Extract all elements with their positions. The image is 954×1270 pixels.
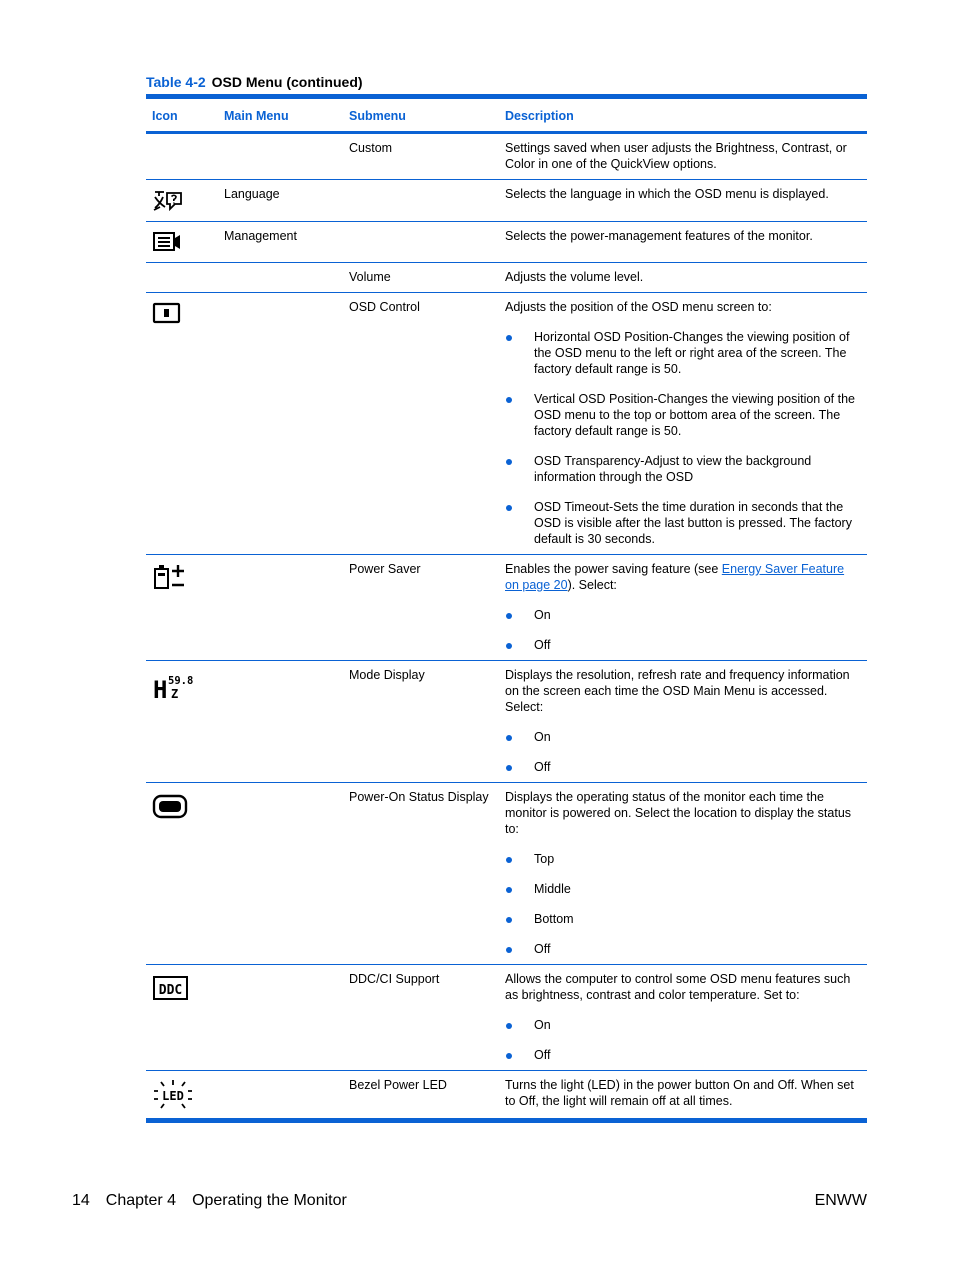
description-text: Selects the power-management features of the monitor. [505,229,813,243]
main-menu-cell [218,555,343,661]
mode-display-icon-value: 59.8 [168,675,194,687]
main-menu-cell [218,133,343,180]
bezel-led-icon [152,1079,194,1111]
osd-control-icon [152,301,182,325]
description-text [505,561,861,593]
description-cell [499,180,867,222]
osd-menu-table [146,94,867,1123]
bullet-list [505,329,861,547]
list-item: On [505,1017,861,1033]
bullet-list [505,607,861,653]
list-item: On [505,607,861,623]
table-row [146,661,867,783]
submenu-cell: OSD Control [349,300,420,314]
page-number: 14 [72,1192,90,1209]
energy-saver-link[interactable]: Energy Saver Feature on page 20 [505,562,845,592]
ddc-icon-text: DDC [158,983,183,998]
submenu-cell: Power-On Status Display [349,790,489,804]
header-icon: Icon [152,109,178,123]
led-icon-text: LED [162,1089,184,1103]
description-text-before: Enables the power saving feature (see [505,562,722,576]
list-item: Off [505,759,861,775]
description-text: Adjusts the volume level. [505,270,644,284]
description-cell [499,133,867,180]
icon-cell [146,180,218,222]
list-item: Bottom [505,911,861,927]
table-row [146,293,867,555]
icon-cell [146,555,218,661]
description-cell [499,783,867,965]
main-menu-cell: Language [224,187,280,201]
submenu-cell: Volume [349,270,391,284]
header-main-menu: Main Menu [224,109,289,123]
page-footer-left [72,1193,363,1209]
main-menu-cell: Management [224,229,297,243]
header-description: Description [505,109,574,123]
chapter-title: Operating the Monitor [192,1192,347,1209]
table-row [146,783,867,965]
icon-cell [146,661,218,783]
main-menu-cell [218,661,343,783]
description-cell [499,555,867,661]
table-row [146,133,867,180]
main-menu-cell [218,263,343,293]
description-text: Displays the resolution, refresh rate and frequency information on the screen each time the OSD Main Menu is accessed. Select: [505,668,850,714]
submenu-cell [343,180,499,222]
description-text: Allows the computer to control some OSD menu features such as brightness, contrast and color temperature. Set to: [505,972,851,1002]
description-cell [499,1071,867,1121]
icon-cell [146,1071,218,1121]
main-menu-cell [218,293,343,555]
power-saver-icon [152,563,188,591]
page-footer-right: ENWW [814,1192,867,1209]
description-text: Adjusts the position of the OSD menu screen to: [505,300,772,314]
list-item: On [505,729,861,745]
icon-cell [146,133,218,180]
table-row [146,555,867,661]
table-row [146,965,867,1071]
table-row [146,222,867,263]
list-item: Vertical OSD Position-Changes the viewing position of the OSD menu to the top or bottom area of the screen. The factory default range is 50. [505,391,861,439]
language-icon [152,188,184,214]
main-menu-cell [218,1071,343,1121]
description-cell [499,965,867,1071]
submenu-cell: DDC/CI Support [349,972,440,986]
icon-cell [146,965,218,1071]
description-text: Settings saved when user adjusts the Brightness, Contrast, or Color in one of the QuickView options. [505,141,847,171]
submenu-cell: Bezel Power LED [349,1078,447,1092]
ddc-ci-icon [152,975,190,1003]
table-row [146,1071,867,1121]
submenu-cell: Custom [349,141,393,155]
list-item: OSD Timeout-Sets the time duration in seconds that the OSD is visible after the last button is pressed. The factory default is 30 seconds. [505,499,861,547]
submenu-cell: Power Saver [349,562,421,576]
icon-cell [146,783,218,965]
list-item: Middle [505,881,861,897]
list-item: Off [505,941,861,957]
description-cell [499,263,867,293]
main-menu-cell [218,783,343,965]
power-on-status-icon [152,793,190,821]
description-cell [499,661,867,783]
submenu-cell [343,222,499,263]
mode-display-icon [152,673,194,704]
list-item: Off [505,637,861,653]
main-menu-cell [218,965,343,1071]
table-caption [146,74,363,90]
description-cell [499,293,867,555]
icon-cell [146,222,218,263]
header-submenu: Submenu [349,109,406,123]
list-item: Off [505,1047,861,1063]
description-text: Selects the language in which the OSD menu is displayed. [505,187,829,201]
icon-cell [146,263,218,293]
mode-display-icon-h: H [153,676,168,704]
list-item: OSD Transparency-Adjust to view the background information through the OSD [505,453,861,485]
mode-display-icon-z: Z [171,687,179,701]
bullet-list [505,729,861,775]
table-title: OSD Menu (continued) [211,74,363,90]
description-text: Displays the operating status of the monitor each time the monitor is powered on. Select the location to display the status to: [505,790,852,836]
chapter-label: Chapter 4 [105,1192,177,1209]
icon-cell [146,293,218,555]
table-row [146,180,867,222]
list-item: Top [505,851,861,867]
description-cell [499,222,867,263]
bullet-list [505,1017,861,1063]
table-number: Table 4-2 [146,74,206,90]
description-text-after: ). Select: [567,578,617,592]
table-header-row [146,97,867,133]
submenu-cell: Mode Display [349,668,425,682]
list-item: Horizontal OSD Position-Changes the viewing position of the OSD menu to the left or right area of the screen. The factory default range is 50. [505,329,861,377]
table-row [146,263,867,293]
description-text: Turns the light (LED) in the power button On and Off. When set to Off, the light will remain off at all times. [505,1078,854,1108]
bullet-list [505,851,861,957]
management-icon [152,230,182,254]
